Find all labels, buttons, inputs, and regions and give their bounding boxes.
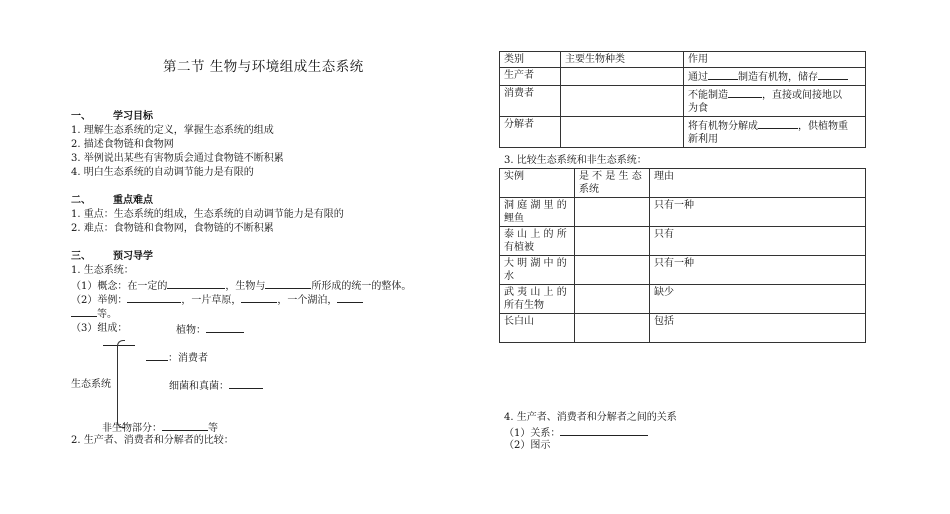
- example-text-b: ，一片草原，: [181, 295, 242, 306]
- role-blank[interactable]: [708, 69, 738, 80]
- ecosystem-brace: [117, 340, 125, 428]
- section-1-heading: [71, 110, 153, 123]
- example-line-cont: [71, 306, 117, 321]
- example-cell: [500, 198, 575, 227]
- composition-label: （3）组成：: [71, 323, 128, 334]
- answer-cell[interactable]: [575, 314, 650, 343]
- answer-cell[interactable]: [575, 285, 650, 314]
- role-cell: [684, 117, 866, 148]
- question-3: 3. 比较生态系统和非生态系统：: [504, 155, 647, 166]
- example-line: [71, 292, 363, 307]
- example-text: 鲤鱼: [504, 213, 524, 224]
- role-cell: [684, 86, 866, 117]
- role-text: 通过: [688, 72, 708, 83]
- header-is-ecosystem-b: 系统: [579, 184, 599, 195]
- table-row: [500, 68, 866, 86]
- question-2: 2. 生产者、消费者和分解者的比较：: [71, 435, 234, 446]
- example-text: 洞 庭 湖 里 的: [504, 200, 567, 211]
- section-3-heading: [71, 250, 153, 263]
- example-text: 武 夷 山 上 的: [504, 287, 567, 298]
- objective-4: 4. 明白生态系统的自动调节能力是有限的: [71, 167, 254, 178]
- role-blank[interactable]: [728, 87, 762, 98]
- header-is-ecosystem: [575, 169, 650, 198]
- species-cell[interactable]: [561, 117, 684, 148]
- example-cell: [500, 285, 575, 314]
- example-text: 水: [504, 271, 514, 282]
- comparison-table: [499, 51, 866, 148]
- relation-line: [504, 425, 648, 440]
- reason-cell: 缺少: [650, 285, 866, 314]
- reason-cell: 只有一种: [650, 256, 866, 285]
- role-text: ，直接或间接地以: [762, 90, 842, 101]
- section-2-title: 重点难点: [113, 195, 153, 206]
- consumer-line: [146, 350, 208, 365]
- answer-cell[interactable]: [575, 227, 650, 256]
- table-row: [500, 227, 866, 256]
- concept-text-b: ，生物与: [225, 281, 266, 292]
- question-4: 4. 生产者、消费者和分解者之间的关系: [504, 412, 677, 423]
- table-row: [500, 117, 866, 148]
- section-1-number: 一、: [71, 111, 91, 122]
- nonliving-line: [102, 420, 218, 435]
- species-cell[interactable]: [561, 86, 684, 117]
- relation-label: （1）关系：: [504, 428, 561, 439]
- role-text: ，供植物重: [798, 121, 848, 132]
- table-row: [500, 86, 866, 117]
- header-role: 作用: [684, 52, 866, 68]
- reason-cell: 包括: [650, 314, 866, 343]
- objective-2: 2. 描述食物链和食物网: [71, 139, 174, 150]
- role-text: 不能制造: [688, 90, 728, 101]
- concept-blank-2[interactable]: [265, 278, 311, 289]
- section-3-number: 三、: [71, 251, 91, 262]
- role-cell: [684, 68, 866, 86]
- section-2-number: 二、: [71, 195, 91, 206]
- objective-3: 3. 举例说出某些有害物质会通过食物链不断积累: [71, 153, 284, 164]
- decomposer-label: 细菌和真菌：: [169, 381, 229, 392]
- example-blank-4[interactable]: [71, 306, 97, 317]
- example-blank-1[interactable]: [127, 292, 181, 303]
- concept-line: [71, 278, 411, 293]
- example-text: 大 明 湖 中 的: [504, 258, 567, 269]
- role-blank[interactable]: [818, 69, 848, 80]
- header-category: 类别: [500, 52, 561, 68]
- answer-cell[interactable]: [575, 256, 650, 285]
- example-blank-2[interactable]: [241, 292, 277, 303]
- concept-text-a: （1）概念：在一定的: [71, 281, 168, 292]
- species-cell[interactable]: [561, 68, 684, 86]
- nonliving-blank[interactable]: [162, 420, 208, 431]
- example-text: 有植被: [504, 242, 534, 253]
- role-text: 新利用: [688, 134, 718, 145]
- example-text-d: 等。: [97, 309, 117, 320]
- table-row: [500, 198, 866, 227]
- section-2-heading: [71, 194, 153, 207]
- table-row: [500, 314, 866, 343]
- nonliving-end: 等: [208, 423, 218, 434]
- plant-label: 植物：: [176, 325, 206, 336]
- answer-cell[interactable]: [575, 198, 650, 227]
- plant-line: [176, 322, 244, 337]
- role-blank[interactable]: [758, 118, 798, 129]
- example-cell: [500, 227, 575, 256]
- reason-cell: 只有: [650, 227, 866, 256]
- table-header-row: [500, 169, 866, 198]
- role-text: 将有机物分解成: [688, 121, 758, 132]
- header-example: 实例: [500, 169, 575, 198]
- example-blank-3[interactable]: [337, 292, 363, 303]
- category-cell: 生产者: [500, 68, 561, 86]
- header-is-ecosystem-a: 是 不 是 生 态: [579, 171, 642, 182]
- reason-cell: 只有一种: [650, 198, 866, 227]
- concept-blank-1[interactable]: [167, 278, 225, 289]
- category-cell: 消费者: [500, 86, 561, 117]
- plant-blank[interactable]: [206, 322, 244, 333]
- table-row: [500, 256, 866, 285]
- header-reason: 理由: [650, 169, 866, 198]
- ecosystem-label: 生态系统: [71, 379, 111, 390]
- difficult-point: 2. 难点：食物链和食物网，食物链的不断积累: [71, 223, 274, 234]
- role-text: 为食: [688, 103, 708, 114]
- example-text-a: （2）举例：: [71, 295, 128, 306]
- table-row: [500, 285, 866, 314]
- consumer-blank[interactable]: [146, 350, 168, 361]
- key-point: 1. 重点：生态系统的组成，生态系统的自动调节能力是有限的: [71, 209, 344, 220]
- section-1-title: 学习目标: [113, 111, 153, 122]
- decomposer-blank[interactable]: [229, 378, 263, 389]
- example-text: 泰 山 上 的 所: [504, 229, 567, 240]
- diagram-label: （2）图示: [504, 440, 551, 451]
- concept-text-c: 所形成的统一的整体。: [311, 281, 412, 292]
- objective-1: 1. 理解生态系统的定义，掌握生态系统的组成: [71, 125, 274, 136]
- nonliving-label: 非生物部分：: [102, 423, 162, 434]
- example-text: 长白山: [504, 316, 534, 327]
- page-title: 第二节 生物与环境组成生态系统: [163, 59, 364, 75]
- consumer-label: ：消费者: [168, 353, 208, 364]
- role-text: 制造有机物，储存: [738, 72, 818, 83]
- example-cell: [500, 314, 575, 343]
- header-species: 主要生物种类: [561, 52, 684, 68]
- example-cell: [500, 256, 575, 285]
- relation-blank[interactable]: [560, 425, 648, 436]
- example-text: 所有生物: [504, 300, 544, 311]
- table-header-row: [500, 52, 866, 68]
- section-3-title: 预习导学: [113, 251, 153, 262]
- example-text-c: ，一个湖泊，: [277, 295, 338, 306]
- decomposer-line: [169, 378, 263, 393]
- question-1: 1. 生态系统：: [71, 265, 134, 276]
- category-cell: 分解者: [500, 117, 561, 148]
- ecosystem-table: [499, 168, 866, 343]
